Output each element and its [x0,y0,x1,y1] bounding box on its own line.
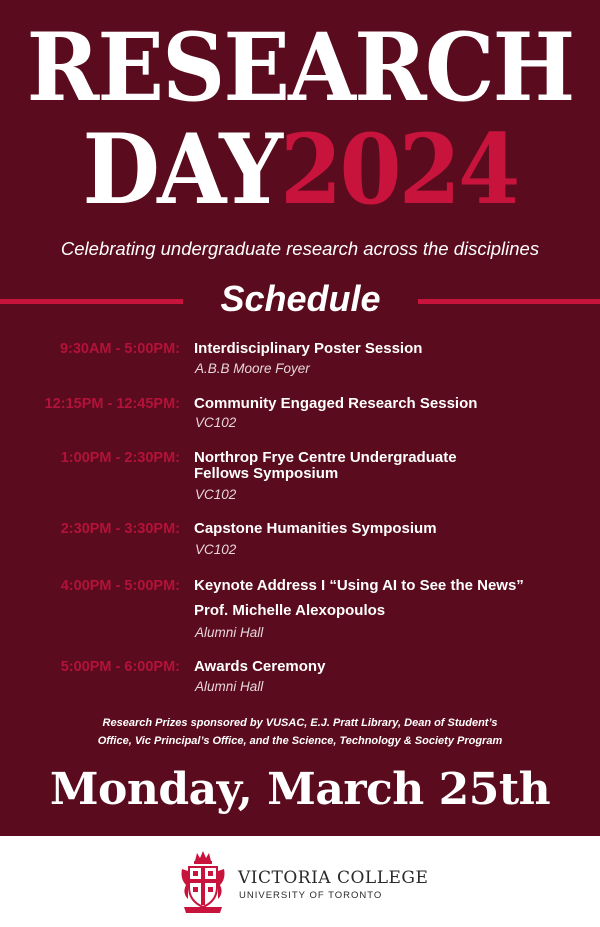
divider-right [418,299,600,304]
schedule-event: Community Engaged Research Session [194,395,478,412]
schedule-heading: Schedule [220,278,381,319]
schedule-event: Interdisciplinary Poster Session [194,340,423,357]
schedule-event: Capstone Humanities Symposium [194,520,437,537]
schedule-location: Alumni Hall [195,679,264,694]
schedule-event: Northrop Frye Centre Undergraduate [194,449,457,466]
schedule-location: A.B.B Moore Foyer [195,361,310,376]
schedule-location: VC102 [195,542,237,557]
title-day-2024 [21,113,579,226]
schedule-location: VC102 [195,487,237,502]
event-date: Monday, March 25th [49,764,551,815]
university-name: UNIVERSITY OF TORONTO [239,890,383,901]
schedule-time: 2:30PM - 3:30PM: [60,521,180,537]
sponsor-line: Research Prizes sponsored by VUSAC, E.J. Pratt Library, Dean of Student’s [102,717,498,729]
schedule-location: Alumni Hall [195,625,264,640]
victoria-college-crest-icon [178,849,228,915]
keynote-speaker: Prof. Michelle Alexopoulos [194,602,386,619]
subtitle: Celebrating undergraduate research across the disciplines [60,238,540,259]
divider-left [0,299,183,304]
sponsor-note [40,714,560,750]
schedule-time: 12:15PM - 12:45PM: [44,396,180,412]
schedule-time: 9:30AM - 5:00PM: [59,341,180,357]
schedule-time: 1:00PM - 2:30PM: [60,450,180,466]
footer [0,836,600,927]
schedule-time: 4:00PM - 5:00PM: [60,578,180,594]
schedule-event-continued: Fellows Symposium [194,465,339,482]
title-year: 2024 [280,113,518,226]
title-day: DAY [82,113,281,226]
sponsor-line: Office, Vic Principal’s Office, and the Science, Technology & Society Program [97,735,503,747]
schedule-location: VC102 [195,415,237,430]
schedule-event: Awards Ceremony [194,658,326,675]
title-research: RESEARCH [26,13,574,123]
schedule-event: Keynote Address I “Using AI to See the News” [194,577,524,594]
college-name: VICTORIA COLLEGE [238,868,429,888]
schedule-time: 5:00PM - 6:00PM: [60,659,180,675]
